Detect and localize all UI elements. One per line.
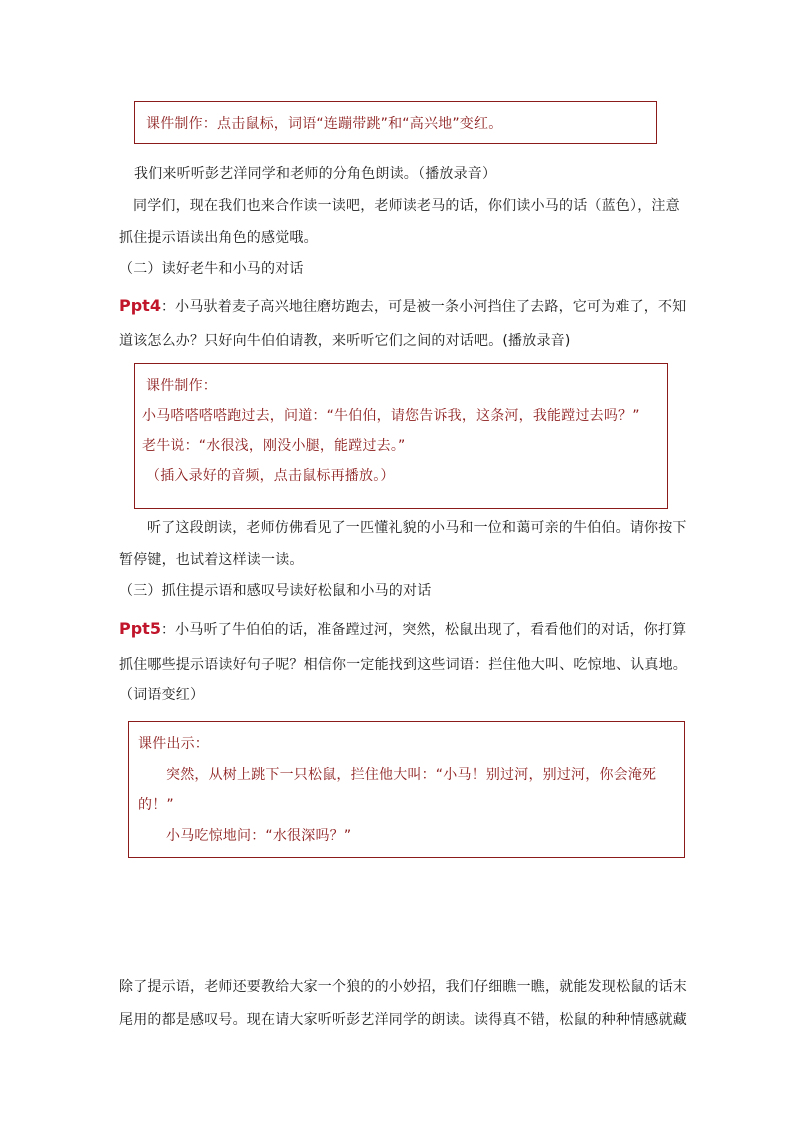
ppt5-paragraph-line2: 抓住哪些提示语读好句子呢？相信你一定能找到这些词语：拦住他大叫、吃惊地、认真地。 [119, 657, 687, 673]
ppt4-text-line1: ：小马驮着麦子高兴地往磨坊跑去，可是被一条小河挡住了去路，它可为难了，不知 [160, 299, 687, 315]
paragraph-tip-line2: 尾用的都是感叹号。现在请大家听听彭艺洋同学的朗读。读得真不错，松鼠的种种情感就藏 [119, 1012, 687, 1028]
paragraph-listened-line2: 暂停键，也试着这样读一读。 [119, 552, 304, 568]
courseware-display-3-line1: 突然，从树上跳下一只松鼠，拦住他大叫：“小马！别过河，别过河，你会淹死 [166, 767, 657, 783]
paragraph-tip-line1: 除了提示语，老师还要教给大家一个狼的的小妙招，我们仔细瞧一瞧，就能发现松鼠的话末 [119, 979, 687, 995]
ppt4-paragraph-line2: 道该怎么办？只好向牛伯伯请教，来听听它们之间的对话吧。(播放录音) [119, 333, 571, 349]
courseware-display-3-line2: 的！” [138, 797, 174, 813]
courseware-note-2-line3: （插入录好的音频，点击鼠标再播放。） [146, 468, 395, 484]
courseware-note-1-text: 课件制作：点击鼠标，词语“连蹦带跳”和“高兴地”变红。 [146, 116, 503, 132]
courseware-note-2-line1: 小马嗒嗒嗒嗒跑过去，问道：“牛伯伯，请您告诉我，这条河，我能蹚过去吗？” [142, 408, 640, 424]
ppt4-paragraph-line1 [119, 296, 686, 317]
paragraph-read-together-line1: 同学们，现在我们也来合作读一读吧，老师读老马的话，你们读小马的话（蓝色），注意 [133, 198, 680, 214]
section-heading-3: （三）抓住提示语和感叹号读好松鼠和小马的对话 [119, 583, 432, 599]
section-heading-2: （二）读好老牛和小马的对话 [119, 261, 304, 277]
ppt5-label: Ppt5 [119, 619, 161, 638]
ppt5-paragraph-line1 [119, 619, 686, 640]
courseware-display-3-line3: 小马吃惊地问：“水很深吗？” [166, 828, 352, 844]
ppt5-paragraph-line3: （词语变红） [119, 687, 205, 703]
paragraph-read-together-line2: 抓住提示语读出角色的感觉哦。 [119, 230, 318, 246]
paragraph-listened-line1: 听了这段朗读，老师仿佛看见了一匹懂礼貌的小马和一位和蔼可亲的牛伯伯。请你按下 [147, 520, 687, 536]
ppt4-label: Ppt4 [119, 296, 161, 315]
ppt5-text-line1: ：小马听了牛伯伯的话，准备蹚过河，突然，松鼠出现了，看看他们的对话，你打算 [160, 622, 687, 638]
courseware-note-2-line2: 老牛说：“水很浅，刚没小腿，能蹚过去。” [142, 438, 406, 454]
courseware-note-2-title: 课件制作： [146, 378, 217, 394]
courseware-display-3-title: 课件出示： [138, 736, 209, 752]
paragraph-listen-recording: 我们来听听彭艺洋同学和老师的分角色朗读。（播放录音） [134, 166, 497, 182]
